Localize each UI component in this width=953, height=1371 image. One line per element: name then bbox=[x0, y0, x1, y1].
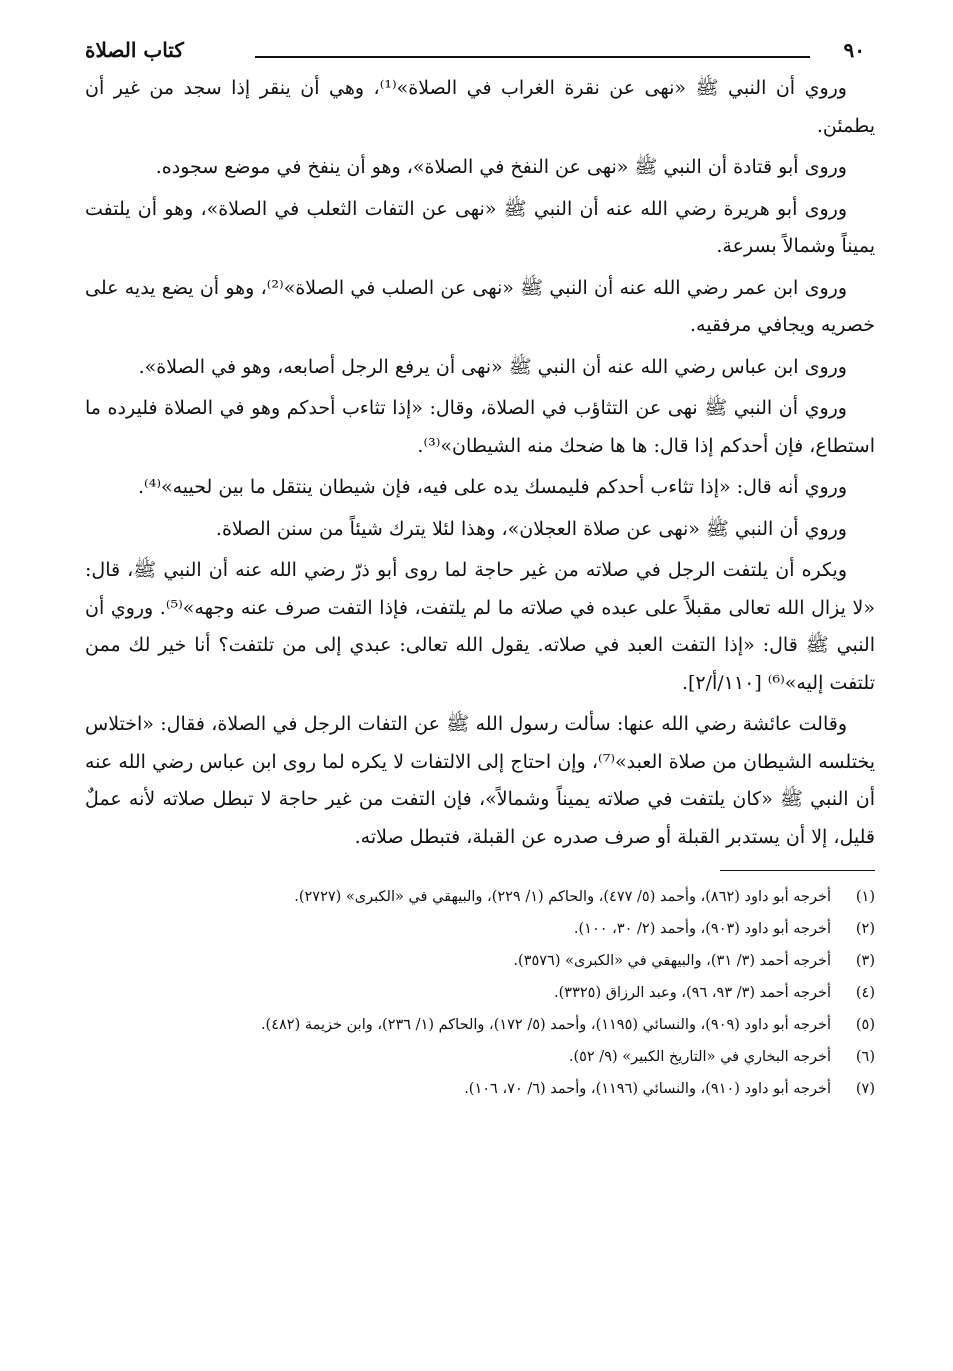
book-title: كتاب الصلاة bbox=[85, 38, 184, 62]
footnotes bbox=[85, 883, 875, 1103]
paragraph: وروي أن النبي ﷺ «نهى عن نقرة الغراب في الصلاة»⁽¹⁾، وهي أن ينقر إذا سجد من غير أن يطمئن. bbox=[85, 77, 875, 137]
footnote-number: (٥) bbox=[855, 1017, 875, 1033]
paragraph: ويكره أن يلتفت الرجل في صلاته من غير حاجة لما روى أبو ذرّ رضي الله عنه أن النبي ﷺ، قال: «لا يزال الله تعالى مقبلاً على عبده في صلاته ما لم يلتفت، فإذا التفت صرف عنه وجهه»⁽⁵⁾. وروي أن النبي ﷺ قال: «إذا التفت العبد في صلاته. يقول الله تعالى: عبدي إلى من تلتفت؟ أنا خير لك ممن تلتفت إليه»⁽⁶⁾ [١١٠/أ/٢]. bbox=[85, 559, 875, 694]
paragraph: وروى أبو هريرة رضي الله عنه أن النبي ﷺ «نهى عن التفات الثعلب في الصلاة»، وهو أن يلتفت يميناً وشمالاً بسرعة. bbox=[85, 197, 875, 257]
header-rule bbox=[255, 56, 810, 58]
footnote bbox=[85, 1075, 875, 1103]
page-number: ٩٠ bbox=[843, 38, 865, 62]
page-header bbox=[85, 30, 875, 70]
footnote-number: (٣) bbox=[855, 953, 875, 969]
main-text bbox=[85, 70, 875, 856]
footnote-number: (٤) bbox=[855, 985, 875, 1001]
footnote-text: أخرجه البخاري في «التاريخ الكبير» (٩/ ٥٢). bbox=[568, 1049, 831, 1065]
paragraph: وقالت عائشة رضي الله عنها: سألت رسول الله ﷺ عن التفات الرجل في الصلاة، فقال: «اختلاس يختلسه الشيطان من صلاة العبد»⁽⁷⁾، وإن احتاج إلى الالتفات لا يكره لما روى ابن عباس رضي الله عنه أن النبي ﷺ «كان يلتفت في صلاته يميناً وشمالاً»، فإن التفت من غير حاجة لا تبطل صلاته لأنه عملٌ قليل، إلا أن يستدبر القبلة أو صرف صدره عن القبلة، فتبطل صلاته. bbox=[85, 713, 876, 848]
footnote bbox=[85, 915, 875, 943]
footnote-number: (٦) bbox=[855, 1049, 875, 1065]
footnote-separator bbox=[720, 870, 875, 871]
book-page bbox=[85, 30, 875, 1107]
paragraph: وروى ابن عباس رضي الله عنه أن النبي ﷺ «نهى أن يرفع الرجل أصابعه، وهو في الصلاة». bbox=[138, 355, 847, 378]
footnote-number: (٢) bbox=[855, 921, 875, 937]
footnote bbox=[85, 883, 875, 911]
footnote bbox=[85, 947, 875, 975]
footnote-number: (٧) bbox=[855, 1081, 875, 1097]
paragraph: وروى أبو قتادة أن النبي ﷺ «نهى عن النفخ في الصلاة»، وهو أن ينفخ في موضع سجوده. bbox=[155, 156, 847, 178]
paragraph: وروي أن النبي ﷺ «نهى عن صلاة العجلان»، وهذا لئلا يترك شيئاً من سنن الصلاة. bbox=[215, 517, 847, 540]
paragraph: وروي أنه قال: «إذا تثاءب أحدكم فليمسك يده على فيه، فإن شيطان ينتقل ما بين لحييه»⁽⁴⁾. bbox=[137, 476, 847, 498]
footnote-text: أخرجه أبو داود (٩١٠)، والنسائي (١١٩٦)، وأحمد (٦/ ٧٠، ١٠٦). bbox=[464, 1081, 831, 1097]
footnote-number: (١) bbox=[855, 889, 875, 905]
paragraph: وروى ابن عمر رضي الله عنه أن النبي ﷺ «نهى عن الصلب في الصلاة»⁽²⁾، وهو أن يضع يديه على خصريه ويجافي مرفقيه. bbox=[85, 276, 875, 336]
footnote-text: أخرجه أبو داود (٩٠٣)، وأحمد (٢/ ٣٠، ١٠٠). bbox=[573, 921, 831, 937]
footnote bbox=[85, 1011, 875, 1039]
footnote bbox=[85, 1043, 875, 1071]
footnote-text: أخرجه أحمد (٣/ ٩٣، ٩٦)، وعبد الرزاق (٣٣٢٥). bbox=[554, 985, 831, 1001]
footnote-text: أخرجه أحمد (٣/ ٣١)، والبيهقي في «الكبرى» (٣٥٧٦). bbox=[513, 953, 831, 969]
footnote bbox=[85, 979, 875, 1007]
footnote-text: أخرجه أبو داود (٨٦٢)، وأحمد (٥/ ٤٧٧)، والحاكم (١/ ٢٢٩)، والبيهقي في «الكبرى» (٢٧٢٧). bbox=[294, 889, 831, 905]
paragraph: وروي أن النبي ﷺ نهى عن التثاؤب في الصلاة، وقال: «إذا تثاءب أحدكم وهو في الصلاة فليرده ما استطاع، فإن أحدكم إذا قال: ها ها ضحك منه الشيطان»⁽³⁾. bbox=[85, 397, 875, 457]
footnote-text: أخرجه أبو داود (٩٠٩)، والنسائي (١١٩٥)، وأحمد (٥/ ١٧٢)، والحاكم (١/ ٢٣٦)، وابن خزيمة (٤٨٢). bbox=[260, 1017, 831, 1033]
